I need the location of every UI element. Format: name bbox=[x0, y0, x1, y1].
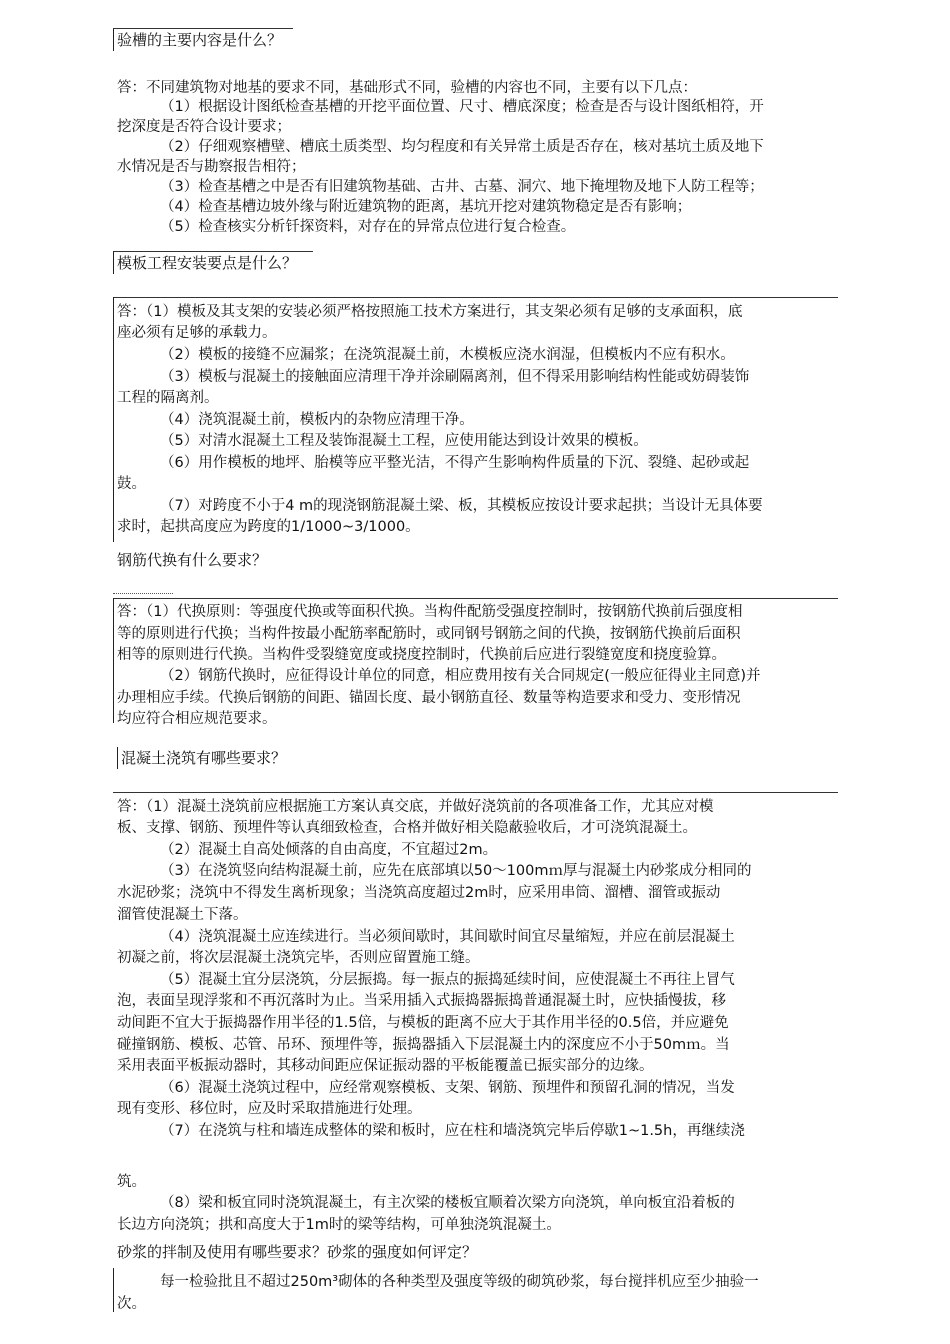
question-title-4: 混凝土浇筑有哪些要求？ bbox=[121, 749, 287, 767]
answer-line: 相等的原则进行代换。当构件受裂缝宽度或挠度控制时，代换前后应进行裂缝宽度和挠度验算。 bbox=[117, 647, 726, 663]
answer-line: （3）检查基槽之中是否有旧建筑物基础、古井、古墓、洞穴、地下掩埋物及地下人防工程等； bbox=[160, 179, 764, 195]
dotted-rule bbox=[113, 593, 173, 594]
answer-line: 答：（1）模板及其支架的安装必须严格按照施工技术方案进行，其支架必须有足够的支承面积，底 bbox=[117, 304, 743, 320]
answer-line: （2）模板的接缝不应漏浆；在浇筑混凝土前，木模板应浇水润湿，但模板内不应有积水。 bbox=[160, 347, 735, 363]
answer-box-top-rule bbox=[113, 297, 838, 298]
answer-box-left-rule bbox=[113, 1268, 114, 1312]
answer-line: （2）钢筋代换时，应征得设计单位的同意，相应费用按有关合同规定(一般应征得业主同意)并 bbox=[160, 668, 761, 684]
answer-line: 工程的隔离剂。 bbox=[117, 390, 219, 406]
answer-line: （5）混凝土宜分层浇筑，分层振捣。每一振点的振捣延续时间，应使混凝土不再往上冒气 bbox=[160, 972, 735, 988]
answer-line: （4）浇筑混凝土前，模板内的杂物应清理干净。 bbox=[160, 412, 474, 428]
answer-box-left-rule bbox=[113, 598, 114, 723]
answer-line: 动间距不宜大于振捣器作用半径的1.5倍，与模板的距离不应大于其作用半径的0.5倍，并应避免 bbox=[117, 1015, 729, 1031]
question-title-3: 钢筋代换有什么要求？ bbox=[117, 551, 268, 569]
answer-line: 每一检验批且不超过250m³砌体的各种类型及强度等级的砌筑砂浆，每台搅拌机应至少抽验一 bbox=[160, 1274, 759, 1290]
question-title-5: 砂浆的拌制及使用有哪些要求？砂浆的强度如何评定？ bbox=[117, 1243, 478, 1261]
answer-line: 次。 bbox=[117, 1296, 146, 1312]
answer-line: （6）混凝土浇筑过程中，应经常观察模板、支架、钢筋、预埋件和预留孔洞的情况，当发 bbox=[160, 1080, 735, 1096]
answer-line: 初凝之前，将次层混凝土浇筑完毕，否则应留置施工缝。 bbox=[117, 950, 480, 966]
answer-line: 筑。 bbox=[117, 1174, 146, 1190]
heading-rule bbox=[113, 251, 313, 252]
answer-line: 水情况是否与勘察报告相符； bbox=[117, 159, 306, 175]
answer-line: （1）根据设计图纸检查基槽的开挖平面位置、尺寸、槽底深度；检查是否与设计图纸相符，开 bbox=[160, 99, 764, 115]
answer-line: （2）仔细观察槽壁、槽底土质类型、均匀程度和有关异常土质是否存在，核对基坑土质及地下 bbox=[160, 139, 764, 155]
answer-line: 答：（1）混凝土浇筑前应根据施工方案认真交底，并做好浇筑前的各项准备工作，尤其应对模 bbox=[117, 799, 714, 815]
answer-line: 采用表面平板振动器时，其移动间距应保证振动器的平板能覆盖已振实部分的边缘。 bbox=[117, 1058, 654, 1074]
question-title-1: 验槽的主要内容是什么？ bbox=[117, 31, 283, 49]
answer-line: （6）用作模板的地坪、胎模等应平整光洁，不得产生影响构件质量的下沉、裂缝、起砂或起 bbox=[160, 455, 750, 471]
answer-line: （4）浇筑混凝土应连续进行。当必须间歇时，其间歇时间宜尽量缩短，并应在前层混凝土 bbox=[160, 929, 735, 945]
answer-line: 水泥砂浆；浇筑中不得发生离析现象；当浇筑高度超过2m时，应采用串筒、溜槽、溜管或振动 bbox=[117, 885, 721, 901]
answer-line: （7）对跨度不小于4 m的现浇钢筋混凝土梁、板，其模板应按设计要求起拱；当设计无具体要 bbox=[160, 498, 763, 514]
answer-line: 办理相应手续。代换后钢筋的间距、锚固长度、最小钢筋直径、数量等构造要求和受力、变形情况 bbox=[117, 690, 741, 706]
answer-line: 碰撞钢筋、模板、芯管、吊环、预埋件等，振捣器插入下层混凝土内的深度应不小于50mｍ。当 bbox=[117, 1037, 730, 1053]
heading-marker bbox=[113, 252, 114, 274]
answer-box-top-rule bbox=[113, 792, 838, 793]
answer-line: 座必须有足够的承载力。 bbox=[117, 325, 277, 341]
answer-line: 泡，表面呈现浮浆和不再沉落时为止。当采用插入式振捣器振捣普通混凝土时，应快插慢拔，移 bbox=[117, 993, 726, 1009]
answer-line: 现有变形、移位时，应及时采取措施进行处理。 bbox=[117, 1101, 422, 1117]
answer-line: 鼓。 bbox=[117, 476, 146, 492]
answer-intro: 答：不同建筑物对地基的要求不同，基础形式不同，验槽的内容也不同，主要有以下几点： bbox=[117, 80, 697, 96]
answer-line: 答：（1）代换原则：等强度代换或等面积代换。当构件配筋受强度控制时，按钢筋代换前后强度相 bbox=[117, 604, 743, 620]
answer-line: （4）检查基槽边坡外缘与附近建筑物的距离，基坑开挖对建筑物稳定是否有影响； bbox=[160, 199, 692, 215]
answer-line: 挖深度是否符合设计要求； bbox=[117, 119, 291, 135]
answer-box-top-rule bbox=[113, 598, 838, 599]
answer-line: （3）在浇筑竖向结构混凝土前，应先在底部填以50～100mｍ厚与混凝土内砂浆成分相同的 bbox=[160, 863, 752, 879]
answer-line: 板、支撑、钢筋、预埋件等认真细致检查，合格并做好相关隐蔽验收后，才可浇筑混凝土。 bbox=[117, 820, 697, 836]
question-title-2: 模板工程安装要点是什么？ bbox=[117, 254, 298, 272]
answer-line: （5）对清水混凝土工程及装饰混凝土工程，应使用能达到设计效果的模板。 bbox=[160, 433, 648, 449]
answer-line: （8）梁和板宜同时浇筑混凝土，有主次梁的楼板宜顺着次梁方向浇筑，单向板宜沿着板的 bbox=[160, 1195, 735, 1211]
answer-line: （3）模板与混凝土的接触面应清理干净并涂刷隔离剂，但不得采用影响结构性能或妨碍装饰 bbox=[160, 369, 750, 385]
answer-box-left-rule bbox=[113, 297, 114, 542]
answer-line: 溜管使混凝土下落。 bbox=[117, 907, 248, 923]
heading-marker bbox=[113, 29, 114, 51]
answer-line: （7）在浇筑与柱和墙连成整体的梁和板时，应在柱和墙浇筑完毕后停歇1~1.5h，再继续浇 bbox=[160, 1123, 745, 1139]
answer-line: 求时，起拱高度应为跨度的1/1000~3/1000。 bbox=[117, 519, 420, 535]
heading-rule bbox=[113, 28, 293, 29]
answer-line: 均应符合相应规范要求。 bbox=[117, 711, 277, 727]
answer-line: （5）检查核实分析钎探资料，对存在的异常点位进行复合检查。 bbox=[160, 219, 576, 235]
answer-line: （2）混凝土自高处倾落的自由高度，不宜超过2m。 bbox=[160, 842, 498, 858]
answer-line: 长边方向浇筑；拱和高度大于1m时的梁等结构，可单独浇筑混凝土。 bbox=[117, 1217, 561, 1233]
heading-marker bbox=[117, 747, 118, 769]
answer-line: 等的原则进行代换；当构件按最小配筋率配筋时，或同钢号钢筋之间的代换，按钢筋代换前后面积 bbox=[117, 626, 741, 642]
